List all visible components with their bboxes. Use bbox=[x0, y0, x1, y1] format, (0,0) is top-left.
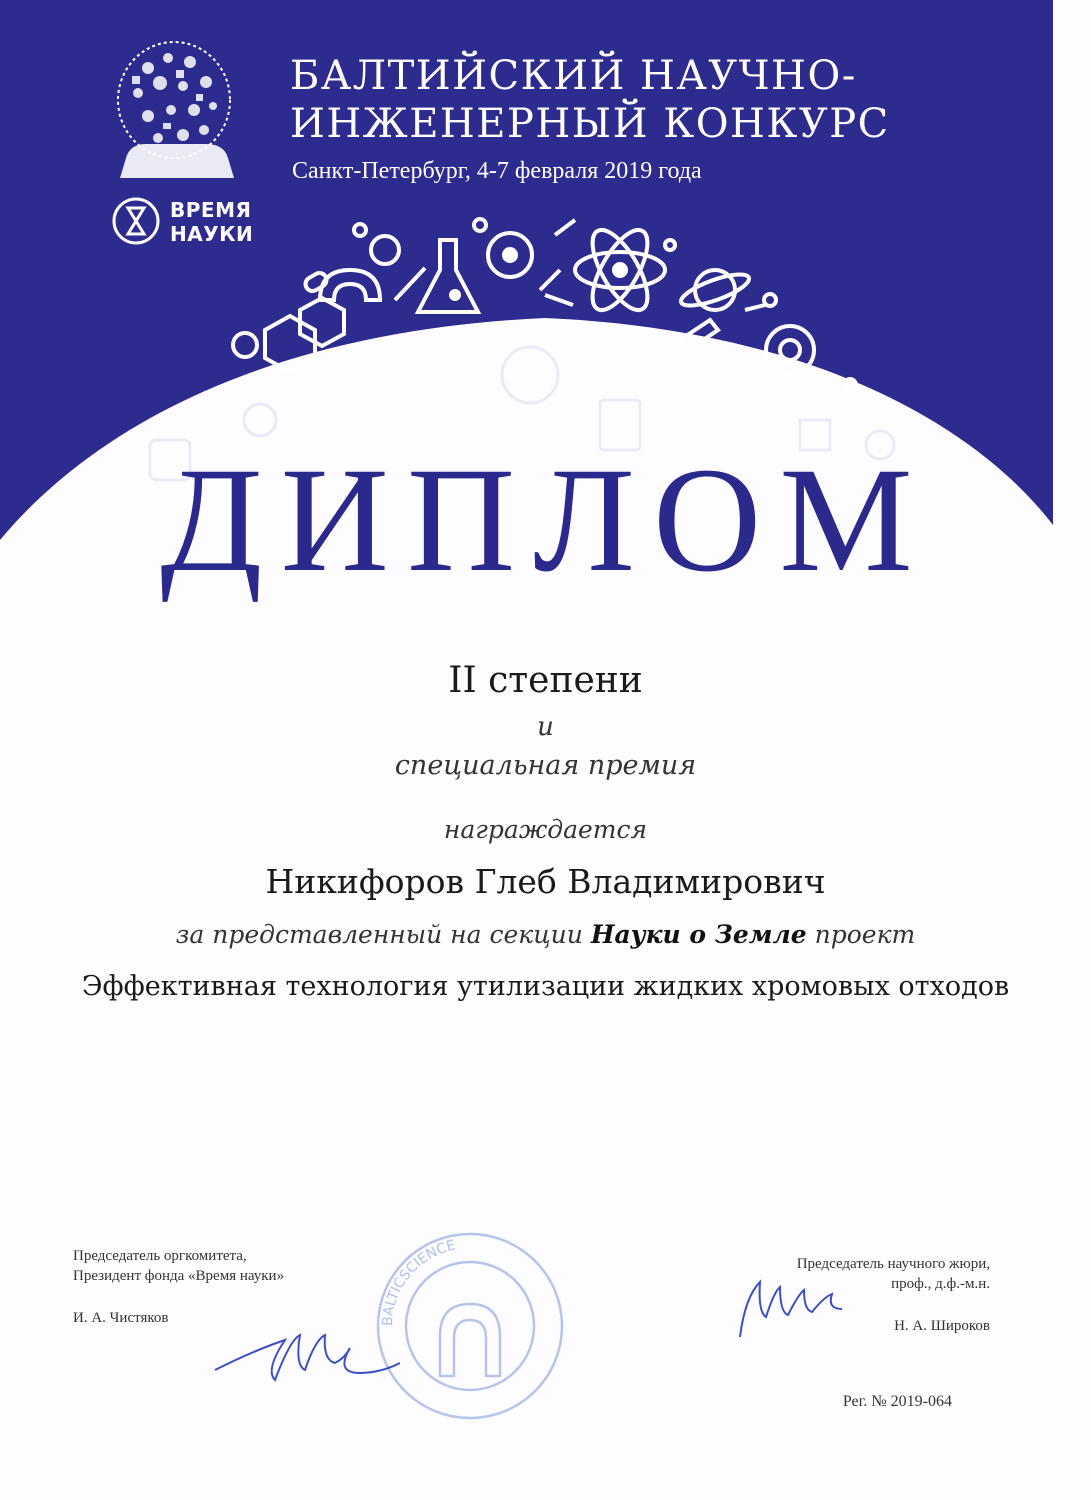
official-stamp bbox=[370, 1226, 570, 1430]
vremya-nauki-logo bbox=[108, 38, 254, 253]
right-signatory-name: Н. А. Широков bbox=[894, 1318, 990, 1334]
degree: II степени bbox=[448, 660, 643, 701]
awarded-label: награждается bbox=[443, 815, 648, 844]
presented-prefix: за представленный на секции bbox=[175, 920, 583, 949]
contest-subtitle: Санкт-Петербург, 4-7 февраля 2019 года bbox=[292, 158, 702, 184]
presented-suffix: проект bbox=[814, 920, 916, 949]
stamp-text: BALTICSCIENCE bbox=[379, 1237, 458, 1327]
left-signatory-role: Председатель оргкомитета, Президент фонда «Время науки» bbox=[73, 1248, 285, 1284]
hourglass-icon bbox=[114, 199, 158, 243]
conjunction: и bbox=[537, 712, 554, 742]
contest-title: БАЛТИЙСКИЙ НАУЧНО- ИНЖЕНЕРНЫЙ КОНКУРС bbox=[290, 53, 890, 147]
left-signatory-name: И. А. Чистяков bbox=[73, 1310, 169, 1326]
right-signatory-role: Председатель научного жюри, проф., д.ф.-м.н. bbox=[796, 1256, 990, 1292]
registration-number: Рег. № 2019-064 bbox=[842, 1393, 952, 1410]
diploma-title: ДИПЛОМ bbox=[160, 437, 931, 603]
recipient-name: Никифоров Глеб Владимирович bbox=[265, 862, 826, 901]
presented-line bbox=[0, 920, 1091, 949]
project-title: Эффективная технология утилизации жидких хромовых отходов bbox=[81, 971, 1010, 1002]
logo-text: ВРЕМЯ НАУКИ bbox=[170, 198, 254, 246]
special-prize: специальная премия bbox=[394, 750, 697, 781]
signature-left bbox=[210, 1310, 400, 1394]
section-name: Науки о Земле bbox=[590, 920, 807, 949]
